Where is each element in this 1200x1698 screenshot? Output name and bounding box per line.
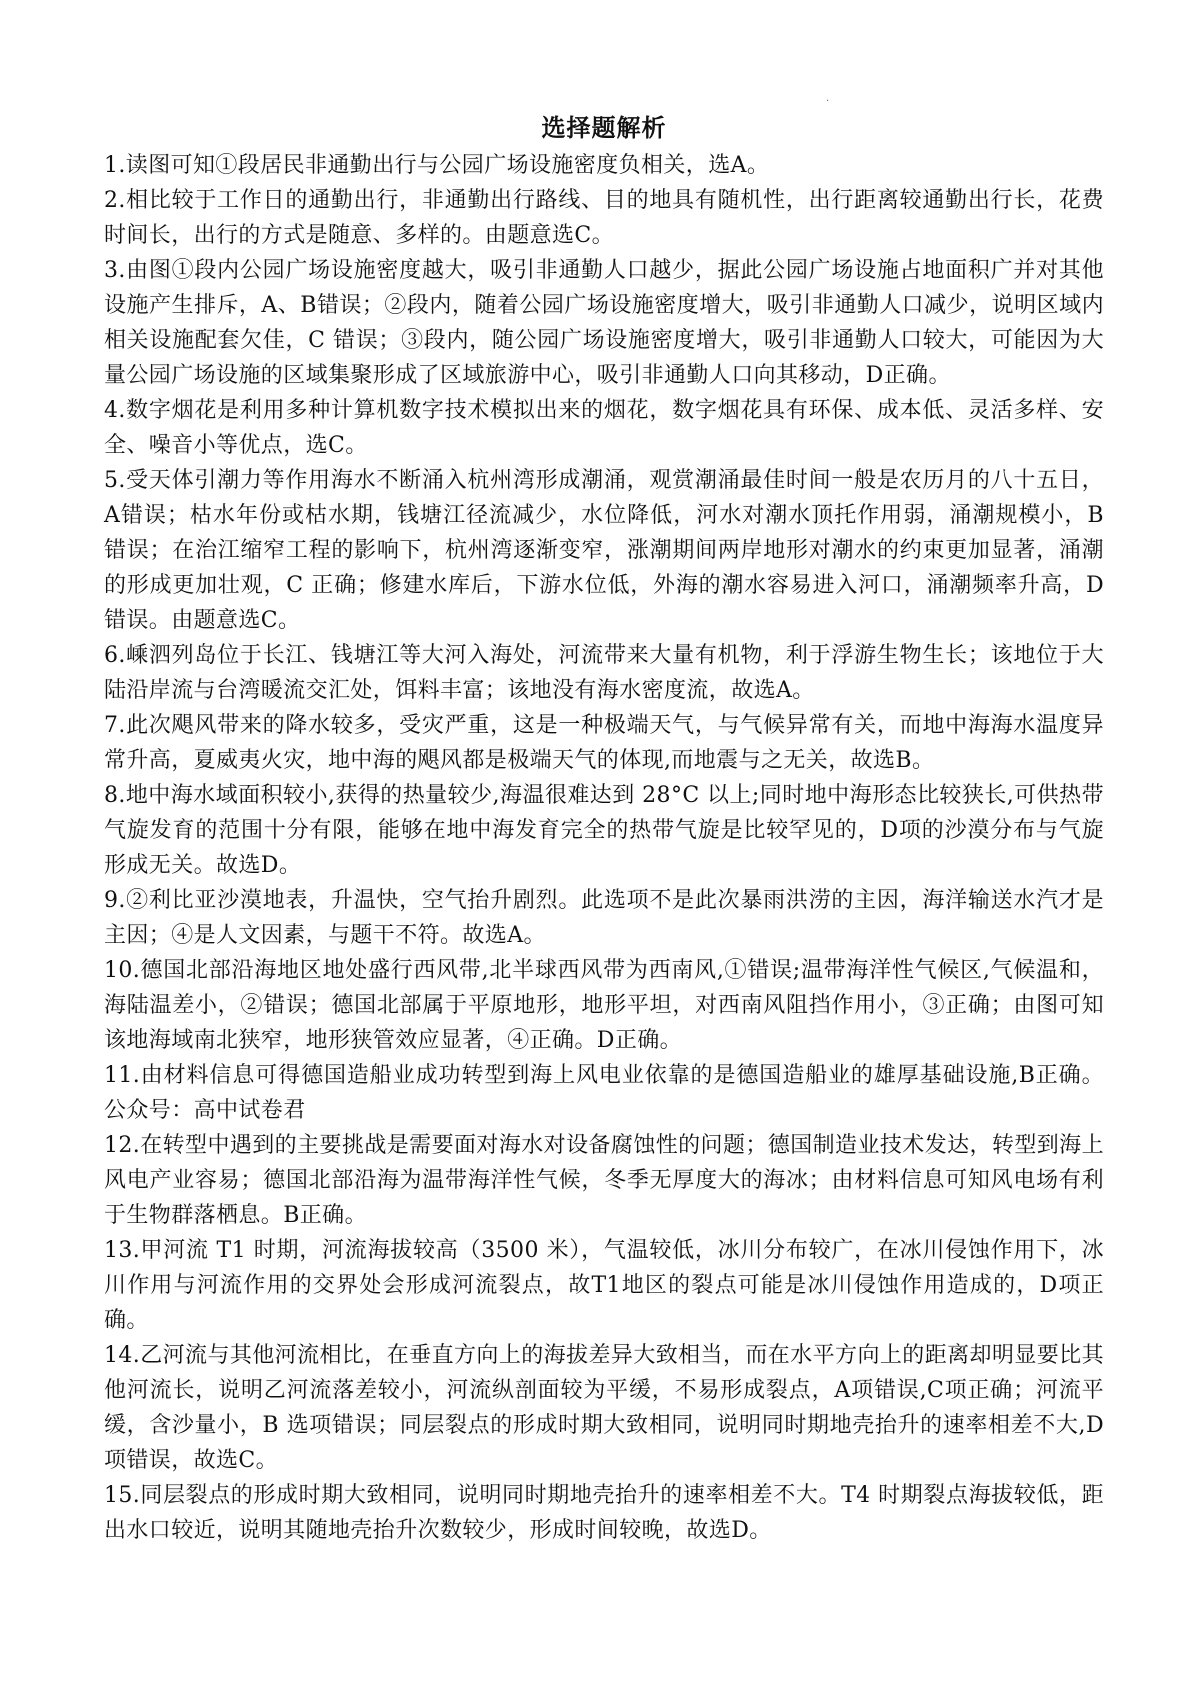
page-title: 选择题解析	[541, 113, 667, 142]
explanation-item-13: 13.甲河流 T1 时期，河流海拔较高（3500 米），气温较低，冰川分布较广，在冰川侵蚀作用下，冰川作用与河流作用的交界处会形成河流裂点，故T1地区的裂点可能是冰川侵蚀作用造成的，D项正确。	[104, 1238, 1104, 1333]
document-page	[104, 108, 1104, 1548]
corner-dot-mark: ·	[826, 96, 830, 107]
explanation-item-10: 10.德国北部沿海地区地处盛行西风带,北半球西风带为西南风,①错误;温带海洋性气候区,气候温和，海陆温差小，②错误；德国北部属于平原地形，地形平坦，对西南风阻挡作用小，③正确；由图可知该地海域南北狭窄，地形狭管效应显著，④正确。D正确。	[104, 958, 1104, 1053]
explanation-item-5: 5.受天体引潮力等作用海水不断涌入杭州湾形成潮涌，观赏潮涌最佳时间一般是农历月的八十五日，A错误；枯水年份或枯水期，钱塘江径流减少，水位降低，河水对潮水顶托作用弱，涌潮规模小，B 错误；在治江缩窄工程的影响下，杭州湾逐渐变窄，涨潮期间两岸地形对潮水的约束更加显著，涌潮的形成更加壮观，C 正确；修建水库后，下游水位低，外海的潮水容易进入河口，涌潮频率升高，D错误。由题意选C。	[104, 468, 1104, 633]
explanation-item-8: 8.地中海水域面积较小,获得的热量较少,海温很难达到 28°C 以上;同时地中海形态比较狭长,可供热带气旋发育的范围十分有限，能够在地中海发育完全的热带气旋是比较罕见的，D项的沙漠分布与气旋形成无关。故选D。	[104, 783, 1104, 878]
explanation-item-11: 11.由材料信息可得德国造船业成功转型到海上风电业依靠的是德国造船业的雄厚基础设施,B正确。公众号：高中试卷君	[104, 1063, 1104, 1123]
explanation-item-7: 7.此次飓风带来的降水较多，受灾严重，这是一种极端天气，与气候异常有关，而地中海海水温度异常升高，夏威夷火灾，地中海的飓风都是极端天气的体现,而地震与之无关，故选B。	[104, 713, 1104, 773]
explanation-item-15: 15.同层裂点的形成时期大致相同，说明同时期地壳抬升的速率相差不大。T4 时期裂点海拔较低，距出水口较近，说明其随地壳抬升次数较少，形成时间较晚，故选D。	[104, 1483, 1104, 1543]
explanation-item-3: 3.由图①段内公园广场设施密度越大，吸引非通勤人口越少，据此公园广场设施占地面积广并对其他设施产生排斥，A、B错误；②段内，随着公园广场设施密度增大，吸引非通勤人口减少，说明区域内相关设施配套欠佳，C 错误；③段内，随公园广场设施密度增大，吸引非通勤人口较大，可能因为大量公园广场设施的区域集聚形成了区域旅游中心，吸引非通勤人口向其移动，D正确。	[104, 258, 1104, 388]
explanation-item-9: 9.②利比亚沙漠地表，升温快，空气抬升剧烈。此选项不是此次暴雨洪涝的主因，海洋输送水汽才是主因；④是人文因素，与题干不符。故选A。	[104, 888, 1104, 948]
explanation-item-14: 14.乙河流与其他河流相比，在垂直方向上的海拔差异大致相当，而在水平方向上的距离却明显要比其他河流长，说明乙河流落差较小，河流纵剖面较为平缓，不易形成裂点，A项错误,C项正确；河流平缓，含沙量小，B 选项错误；同层裂点的形成时期大致相同，说明同时期地壳抬升的速率相差不大,D项错误，故选C。	[104, 1343, 1104, 1473]
explanation-item-1: 1.读图可知①段居民非通勤出行与公园广场设施密度负相关，选A。	[104, 153, 770, 178]
explanation-item-12: 12.在转型中遇到的主要挑战是需要面对海水对设备腐蚀性的问题；德国制造业技术发达，转型到海上风电产业容易；德国北部沿海为温带海洋性气候，冬季无厚度大的海冰；由材料信息可知风电场有利于生物群落栖息。B正确。	[104, 1133, 1104, 1228]
explanation-item-2: 2.相比较于工作日的通勤出行，非通勤出行路线、目的地具有随机性，出行距离较通勤出行长，花费时间长，出行的方式是随意、多样的。由题意选C。	[104, 188, 1104, 248]
answer-explanation-list	[104, 148, 1104, 1548]
explanation-item-6: 6.嵊泗列岛位于长江、钱塘江等大河入海处，河流带来大量有机物，利于浮游生物生长；该地位于大陆沿岸流与台湾暖流交汇处，饵料丰富；该地没有海水密度流，故选A。	[104, 643, 1104, 703]
explanation-item-4: 4.数字烟花是利用多种计算机数字技术模拟出来的烟花，数字烟花具有环保、成本低、灵活多样、安全、噪音小等优点，选C。	[104, 398, 1104, 458]
